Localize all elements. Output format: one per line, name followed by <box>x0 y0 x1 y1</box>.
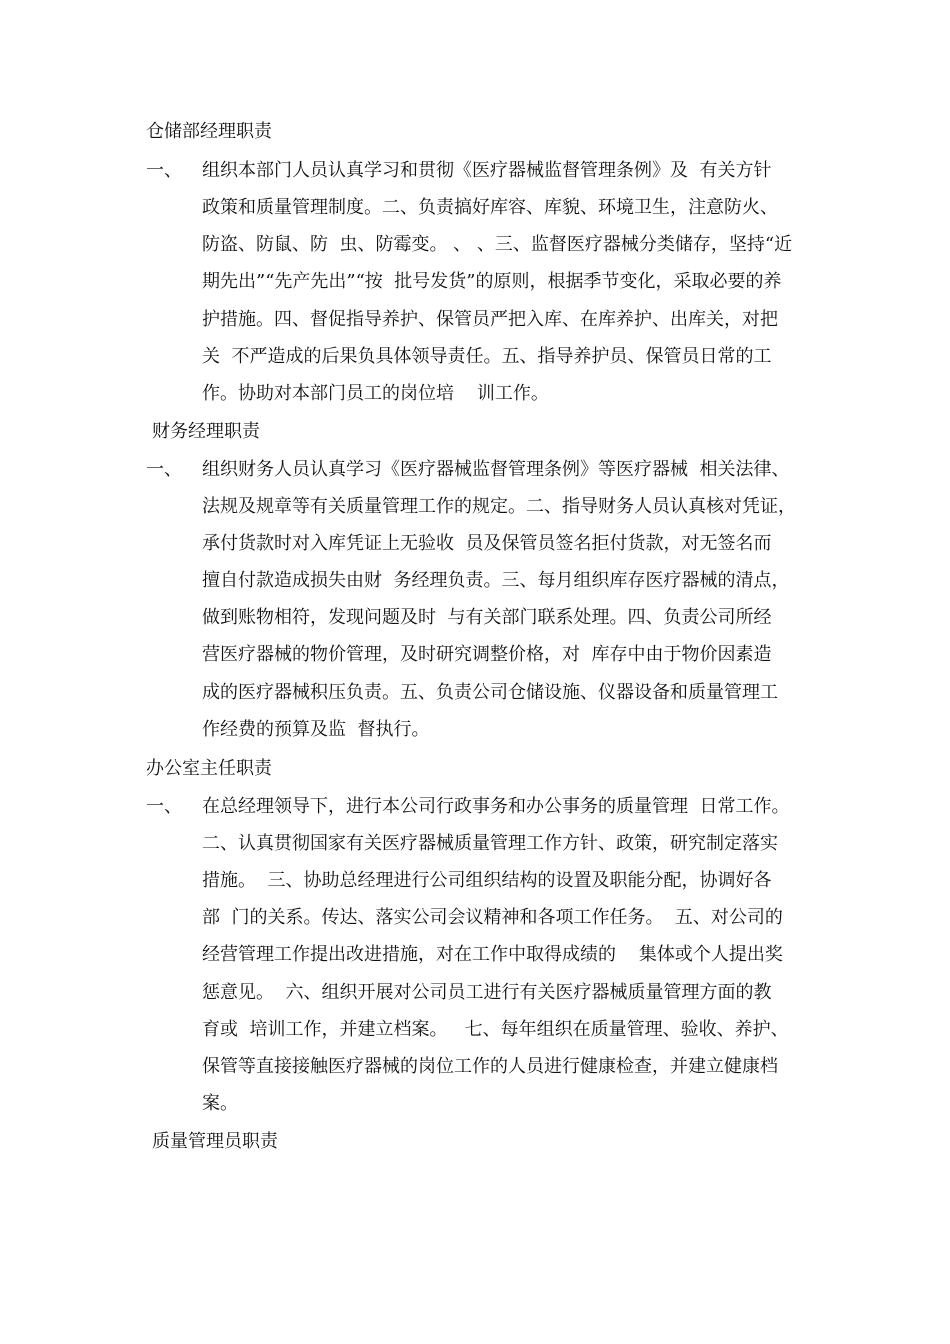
paragraph-line: 部 门的关系。传达、落实公司会议精神和各项工作任务。 五、对公司的 <box>202 907 783 928</box>
paragraph-line: 在总经理领导下，进行本公司行政事务和办公事务的质量管理 日常工作。 <box>202 796 790 817</box>
section-heading-finance-manager: 财务经理职责 <box>152 421 260 442</box>
paragraph-line: 护措施。四、督促指导养护、保管员严把入库、在库养护、出库关，对把 <box>202 309 778 330</box>
paragraph-line: 营医疗器械的物价管理，及时研究调整价格，对 库存中由于物价因素造 <box>202 644 772 665</box>
paragraph-line: 成的医疗器械积压负责。五、负责公司仓储设施、仪器设备和质量管理工 <box>202 682 778 703</box>
paragraph-line: 防盗、防鼠、防 虫、防霉变。 、 、三、监督医疗器械分类储存，坚持“近 <box>202 234 793 255</box>
section-list-marker: 一、 <box>146 160 182 181</box>
paragraph-line: 作经费的预算及监 督执行。 <box>202 719 430 740</box>
paragraph-line: 作。协助对本部门员工的岗位培 训工作。 <box>202 383 549 404</box>
paragraph-line: 做到账物相符，发现问题及时 与有关部门联系处理。四、负责公司所经 <box>202 607 772 628</box>
paragraph-line: 组织本部门人员认真学习和贯彻《医疗器械监督管理条例》及 有关方针 <box>202 160 772 181</box>
paragraph-line: 育或 培训工作，并建立档案。 七、每年组织在质量管理、验收、养护、 <box>202 1019 789 1040</box>
paragraph-line: 政策和质量管理制度。二、负责搞好库容、库貌、环境卫生，注意防火、 <box>202 197 778 218</box>
paragraph-line: 惩意见。 六、组织开展对公司员工进行有关医疗器械质量管理方面的教 <box>202 982 772 1003</box>
paragraph-line: 二、认真贯彻国家有关医疗器械质量管理工作方针、政策，研究制定落实 <box>202 833 778 854</box>
paragraph-line: 关 不严造成的后果负具体领导责任。五、指导养护员、保管员日常的工 <box>202 346 772 367</box>
paragraph-line: 措施。 三、协助总经理进行公司组织结构的设置及职能分配，协调好各 <box>202 870 772 891</box>
section-heading-office-director: 办公室主任职责 <box>146 758 272 779</box>
section-heading-quality-manager: 质量管理员职责 <box>152 1131 278 1152</box>
section-list-marker: 一、 <box>146 459 182 480</box>
paragraph-line: 案。 <box>202 1093 238 1114</box>
section-list-marker: 一、 <box>146 796 182 817</box>
paragraph-line: 组织财务人员认真学习《医疗器械监督管理条例》等医疗器械 相关法律、 <box>202 459 790 480</box>
section-heading-warehouse-manager: 仓储部经理职责 <box>146 121 272 142</box>
paragraph-line: 保管等直接接触医疗器械的岗位工作的人员进行健康检查，并建立健康档 <box>202 1056 778 1077</box>
paragraph-line: 法规及规章等有关质量管理工作的规定。二、指导财务人员认真核对凭证， <box>202 496 796 517</box>
paragraph-line: 擅自付款造成损失由财 务经理负责。三、每月组织库存医疗器械的清点， <box>202 570 790 591</box>
paragraph-line: 承付货款时对入库凭证上无验收 员及保管员签名拒付货款，对无签名而 <box>202 533 772 554</box>
paragraph-line: 经营管理工作提出改进措施，对在工作中取得成绩的 集体或个人提出奖 <box>202 944 783 965</box>
paragraph-line: 期先出”“先产先出”“按 批号发货”的原则，根据季节变化，采取必要的养 <box>202 271 782 292</box>
